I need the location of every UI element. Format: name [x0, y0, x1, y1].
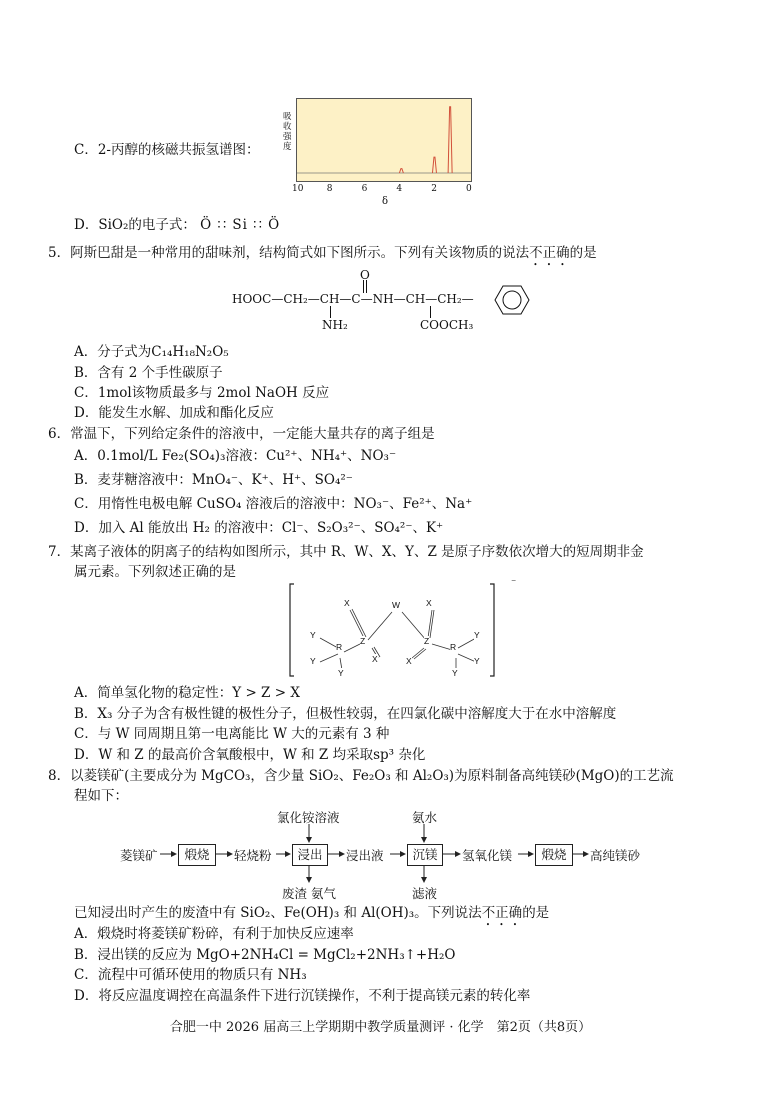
q5-stem: [48, 244, 597, 269]
flow-step-calcination-2: 煅烧: [535, 844, 573, 866]
q8-stem-2: 程如下：: [74, 788, 128, 804]
anion-atom-y: Y: [310, 630, 316, 640]
nmr-peak-1: [432, 157, 436, 173]
flow-node-light-burned-powder: 轻烧粉: [234, 848, 272, 863]
q6-option-c: C．用惰性电极电解 CuSO₄ 溶液后的溶液中：NO₃⁻、Fe²⁺、Na⁺: [74, 496, 473, 512]
nmr-ylabel: 吸收强度: [283, 112, 292, 152]
q6-option-d: D．加入 Al 能放出 H₂ 的溶液中：Cl⁻、S₂O₃²⁻、SO₄²⁻、K⁺: [74, 520, 444, 536]
anion-atom-r: R: [336, 642, 343, 652]
q8-note-b: 的是: [522, 905, 550, 921]
q8-option-b: B．浸出镁的反应为 MgO+2NH₄Cl = MgCl₂+2NH₃↑+H₂O: [74, 947, 456, 963]
anion-structure: [288, 582, 502, 678]
q6-stem: 6．常温下，下列给定条件的溶液中，一定能大量共存的离子组是: [48, 426, 435, 442]
nmr-x-tick: 4: [396, 184, 403, 194]
nmr-x-tick: 0: [466, 184, 472, 194]
q4-option-c: C．2-丙醇的核磁共振氢谱图：: [74, 142, 260, 158]
q8-option-d: D．将反应温度调控在高温条件下进行沉镁操作，不利于提高镁元素的转化率: [74, 988, 531, 1004]
anion-atom-y: Y: [474, 656, 480, 666]
flow-step-leaching: 浸出: [292, 844, 328, 866]
anion-atom-y: Y: [452, 668, 458, 678]
anion-atom-x: X: [372, 654, 378, 664]
q5-option-b: B．含有 2 个手性碳原子: [74, 365, 223, 381]
q7-stem-2: 属元素。下列叙述正确的是: [74, 564, 236, 580]
anion-atom-x: X: [344, 598, 350, 608]
q6-option-a: A．0.1mol/L Fe₂(SO₄)₃溶液：Cu²⁺、NH₄⁺、NO₃⁻: [74, 448, 397, 464]
anion-atom-y: Y: [310, 656, 316, 666]
nmr-peak-2: [448, 107, 452, 173]
anion-atom-x: X: [426, 598, 432, 608]
flow-node-magnesite: 菱镁矿: [120, 848, 158, 863]
q8-option-c: C．流程中可循环使用的物质只有 NH₃: [74, 967, 307, 983]
q8-stem-1: 8．以菱镁矿(主要成分为 MgCO₃，含少量 SiO₂、Fe₂O₃ 和 Al₂O₃)为原料制备高纯镁砂(MgO)的工艺流: [48, 768, 674, 784]
flow-node-leachate: 浸出液: [346, 848, 384, 863]
q6-option-b: B．麦芽糖溶液中：MnO₄⁻、K⁺、H⁺、SO₄²⁻: [74, 472, 353, 488]
aspartame-structure: [232, 268, 532, 338]
anion-atom-y: Y: [474, 630, 480, 640]
q7-option-c: C．与 W 同周期且第一电离能比 W 大的元素有 3 种: [74, 726, 390, 742]
flow-output-filtrate: 滤液: [412, 886, 438, 901]
nmr-peak-0: [399, 169, 403, 173]
anion-charge: ⁻: [511, 578, 517, 589]
anion-atom-z: Z: [424, 636, 430, 646]
q5-stem-emphasis: 不正确: [529, 245, 570, 261]
sio2-electron-formula: Ö ∷ Si ∷ Ö: [200, 217, 281, 233]
q8-note-a: 已知浸出时产生的废渣中有 SiO₂、Fe(OH)₃ 和 Al(OH)₃。下列说法: [74, 905, 482, 921]
q5-stem-b: 的是: [569, 245, 597, 261]
flow-node-high-purity-magnesia: 高纯镁砂: [590, 848, 641, 863]
nmr-x-tick: 8: [326, 184, 333, 194]
flow-output-residue-ammonia: 废渣 氨气: [282, 886, 336, 901]
q5-stem-a: 5．阿斯巴甜是一种常用的甜味剂，结构简式如下图所示。下列有关该物质的说法: [48, 245, 530, 261]
q8-note-emphasis: 不正确: [481, 905, 523, 921]
nh2-group: NH₂: [322, 318, 348, 332]
process-flow: [0, 808, 761, 901]
q4-option-d: [74, 216, 280, 234]
nmr-xlabel: δ: [382, 196, 389, 207]
anion-atom-r: R: [450, 642, 457, 652]
q5-option-c: C．1mol该物质最多与 2mol NaOH 反应: [74, 385, 330, 401]
carbonyl-o: O: [360, 268, 370, 282]
flow-node-magnesium-hydroxide: 氢氧化镁: [462, 848, 513, 863]
benzene-ring-icon: [494, 284, 530, 316]
q4d-label: D．SiO₂的电子式：: [74, 217, 196, 233]
q7-option-a: A．简单氢化物的稳定性：Y > Z > X: [74, 685, 300, 701]
flow-input-ammonia-water: 氨水: [412, 810, 438, 825]
aspartame-main-chain: HOOC—CH₂—CH—C—NH—CH—CH₂—: [232, 292, 474, 306]
q7-option-b: B．X₃ 分子为含有极性键的极性分子，但极性较弱，在四氯化碳中溶解度大于在水中溶解度: [74, 706, 617, 722]
nmr-x-tick: 2: [431, 184, 437, 194]
q8-option-a: A．煅烧时将菱镁矿粉碎，有利于加快反应速率: [74, 926, 354, 942]
q5-option-a: A．分子式为C₁₄H₁₈N₂O₅: [74, 344, 229, 360]
anion-bonds: [288, 582, 502, 678]
anion-atom-w: W: [392, 600, 401, 610]
anion-atom-z: Z: [360, 636, 366, 646]
q5-option-d: D．能发生水解、加成和酯化反应: [74, 405, 274, 421]
page-footer: 合肥一中 2026 届高三上学期期中教学质量测评 · 化学 第2页（共8页）: [169, 1020, 592, 1035]
flow-step-calcination-1: 煅烧: [178, 844, 216, 866]
flow-step-precipitation: 沉镁: [407, 844, 443, 866]
flow-input-ammonium-chloride: 氯化铵溶液: [277, 810, 340, 825]
nmr-spectrum-chart: [296, 98, 472, 182]
cooch3-group: COOCH₃: [420, 318, 474, 332]
nmr-x-tick: 10: [292, 184, 304, 194]
anion-atom-y: Y: [338, 668, 344, 678]
nmr-x-tick: 6: [361, 184, 368, 194]
anion-atom-x: X: [406, 656, 412, 666]
nmr-plot: [297, 99, 471, 181]
q7-option-d: D．W 和 Z 的最高价含氧酸根中，W 和 Z 均采取sp³ 杂化: [74, 747, 426, 763]
q7-stem-1: 7．某离子液体的阴离子的结构如图所示，其中 R、W、X、Y、Z 是原子序数依次增大的短周期非金: [48, 544, 644, 560]
